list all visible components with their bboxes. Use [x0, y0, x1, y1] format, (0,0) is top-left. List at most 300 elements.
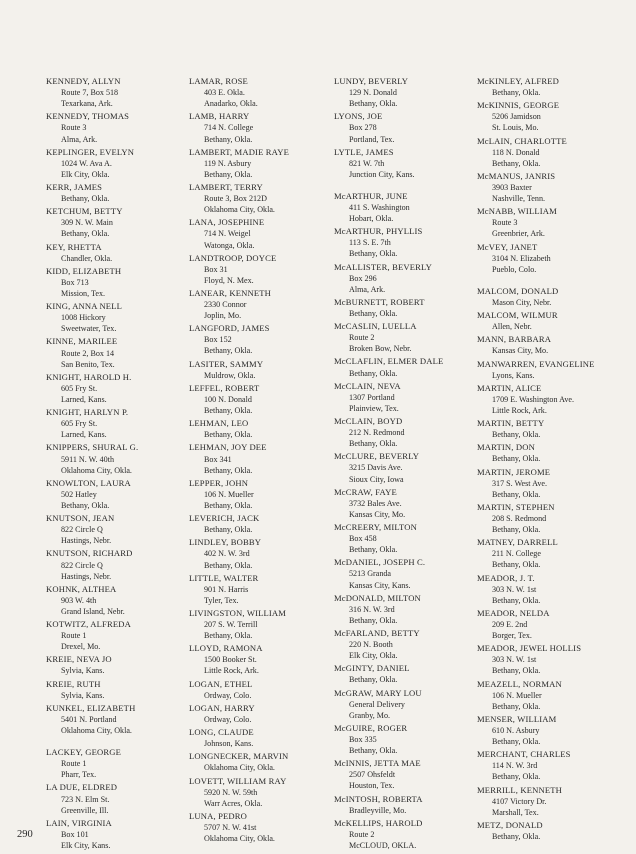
entry-address-line: Bethany, Okla. — [492, 88, 541, 98]
entry-address-line: Ordway, Colo. — [204, 690, 252, 700]
directory-column — [334, 76, 479, 853]
entry-name: KENNEDY, THOMAS — [46, 111, 130, 122]
directory-entry — [46, 818, 191, 851]
directory-entry — [477, 502, 622, 535]
directory-entry — [477, 467, 622, 500]
entry-address-line: 610 N. Asbury — [492, 725, 540, 735]
entry-address-line: Route 3, Box 212D — [204, 194, 267, 204]
entry-address-line: 303 N. W. 1st — [492, 584, 537, 594]
entry-address-line: Bethany, Okla. — [61, 500, 110, 510]
directory-entry — [189, 217, 334, 250]
entry-address-line: Route 7, Box 518 — [61, 88, 119, 98]
entry-address-line: Muldrow, Okla. — [204, 370, 256, 380]
directory-entry — [334, 663, 479, 685]
directory-entry — [46, 782, 191, 815]
entry-address-line: 303 N. W. 1st — [492, 655, 537, 665]
entry-address-line: 1008 Hickory — [61, 313, 106, 323]
entry-address-line: Mission, Tex. — [61, 288, 106, 298]
entry-address-line: 1500 Booker St. — [204, 655, 257, 665]
entry-address-line: 411 S. Washington — [349, 203, 410, 213]
entry-name: LEPPER, JOHN — [189, 477, 249, 488]
directory-entry — [477, 286, 622, 308]
entry-address-line: Little Rock, Ark. — [492, 405, 547, 415]
entry-name: KETCHUM, BETTY — [46, 206, 123, 217]
page-number: 290 — [17, 829, 33, 840]
entry-address-line: Bethany, Okla. — [204, 134, 253, 144]
entry-address-line: 3732 Bales Ave. — [349, 498, 402, 508]
entry-address-line: Alma, Ark. — [61, 134, 98, 144]
entry-address-line: Oklahoma City, Okla. — [204, 763, 275, 773]
entry-name: KUNKEL, ELIZABETH — [46, 702, 136, 713]
entry-address-line: Oklahoma City, Okla. — [204, 205, 275, 215]
entry-name: KERR, JAMES — [46, 181, 103, 192]
entry-address-line: 714 N. College — [204, 123, 254, 133]
directory-entry — [334, 321, 479, 354]
entry-address-line: Bethany, Okla. — [349, 439, 398, 449]
directory-entry — [46, 336, 191, 369]
entry-address-line: 1024 W. Ava A. — [61, 158, 112, 168]
directory-entry — [334, 147, 479, 180]
directory-entry — [189, 643, 334, 676]
directory-entry — [46, 548, 191, 581]
entry-address-line: Bethany, Okla. — [492, 701, 541, 711]
entry-address-line: San Benito, Tex. — [61, 359, 115, 369]
entry-name: KNIGHT, HARLYN P. — [46, 407, 129, 418]
entry-address-line: 119 N. Asbury — [204, 158, 252, 168]
directory-entry — [189, 478, 334, 511]
entry-address-line: Bethany, Okla. — [204, 465, 253, 475]
entry-name: LYONS, JOE — [334, 111, 383, 122]
entry-address-line: Box 458 — [349, 534, 377, 544]
entry-name: MARTIN, ALICE — [477, 382, 542, 393]
directory-entry — [477, 76, 622, 98]
directory-entry — [334, 723, 479, 756]
entry-name: McDONALD, MILTON — [334, 592, 421, 603]
directory-entry — [477, 785, 622, 818]
directory-column — [189, 76, 334, 846]
entry-name: McKINNIS, GEORGE — [477, 100, 560, 111]
directory-entry — [334, 794, 479, 816]
entry-name: McDANIEL, JOSEPH C. — [334, 557, 426, 568]
entry-name: LOGAN, ETHEL — [189, 678, 253, 689]
entry-address-line: 5707 N. W. 41st — [204, 822, 257, 832]
entry-address-line: Bethany, Okla. — [204, 631, 253, 641]
entry-address-line: 118 N. Donald — [492, 147, 540, 157]
directory-entry — [477, 573, 622, 606]
entry-name: KEPLINGER, EVELYN — [46, 146, 135, 157]
entry-address-line: 2330 Connor — [204, 300, 247, 310]
entry-address-line: 714 N. Weigel — [204, 229, 251, 239]
entry-address-line: Grand Island, Nebr. — [61, 606, 125, 616]
directory-entry — [334, 262, 479, 295]
entry-name: McALLISTER, BEVERLY — [334, 261, 432, 272]
entry-address-line: Bethany, Okla. — [349, 545, 398, 555]
directory-column — [477, 76, 622, 844]
entry-address-line: Bethany, Okla. — [349, 746, 398, 756]
entry-name: McVEY, JANET — [477, 241, 538, 252]
entry-address-line: Bethany, Okla. — [492, 666, 541, 676]
entry-address-line: Bethany, Okla. — [492, 772, 541, 782]
entry-address-line: Box 152 — [204, 335, 232, 345]
entry-address-line: Sioux City, Iowa — [349, 474, 404, 484]
entry-name: MATNEY, DARRELL — [477, 537, 558, 548]
directory-entry — [334, 191, 479, 224]
entry-address-line: Bethany, Okla. — [349, 368, 398, 378]
entry-name: MALCOM, DONALD — [477, 285, 559, 296]
entry-name: LEHMAN, JOY DEE — [189, 442, 267, 453]
directory-entry — [46, 206, 191, 239]
entry-address-line: Bethany, Okla. — [492, 454, 541, 464]
entry-name: McCLAFLIN, ELMER DALE — [334, 356, 444, 367]
entry-name: MARTIN, STEPHEN — [477, 501, 555, 512]
entry-address-line: Sweetwater, Tex. — [61, 324, 117, 334]
entry-name: LA DUE, ELDRED — [46, 782, 118, 793]
entry-name: KNUTSON, JEAN — [46, 513, 115, 524]
directory-entry — [46, 513, 191, 546]
directory-entry — [334, 356, 479, 378]
entry-address-line: 100 N. Donald — [204, 394, 252, 404]
directory-entry — [477, 442, 622, 464]
entry-name: MEADOR, NELDA — [477, 607, 550, 618]
entry-name: LLOYD, RAMONA — [189, 643, 263, 654]
directory-entry — [46, 242, 191, 264]
entry-name: LAMBERT, TERRY — [189, 181, 263, 192]
entry-address-line: Box 296 — [349, 273, 377, 283]
directory-entry — [46, 703, 191, 736]
entry-name: MALCOM, WILMUR — [477, 310, 558, 321]
entry-address-line: 903 W. 4th — [61, 595, 97, 605]
entry-address-line: 901 N. Harris — [204, 584, 249, 594]
entry-name: McCRAW, FAYE — [334, 486, 397, 497]
entry-address-line: Box 335 — [349, 735, 377, 744]
entry-address-line: 2507 Ohsfeldt — [349, 770, 396, 780]
entry-name: KIDD, ELIZABETH — [46, 265, 122, 276]
entry-address-line: 5213 Granda — [349, 569, 392, 579]
entry-name: McBURNETT, ROBERT — [334, 296, 425, 307]
entry-address-line: 5920 N. W. 59th — [204, 787, 258, 797]
directory-entry — [477, 136, 622, 169]
entry-address-line: 4107 Victory Dr. — [492, 796, 547, 806]
entry-address-line: Bethany, Okla. — [204, 406, 253, 416]
entry-address-line: Hastings, Nebr. — [61, 536, 112, 546]
entry-address-line: Lyons, Kans. — [492, 370, 535, 380]
entry-name: McARTHUR, PHYLLIS — [334, 226, 423, 237]
directory-entry — [189, 383, 334, 416]
directory-entry — [477, 608, 622, 641]
entry-address-line: 605 Fry St. — [61, 419, 98, 429]
directory-entry — [334, 451, 479, 484]
entry-address-line: Oklahoma City, Okla. — [61, 726, 132, 736]
entry-name: McNABB, WILLIAM — [477, 206, 557, 217]
directory-entry — [189, 573, 334, 606]
entry-address-line: Drexel, Mo. — [61, 642, 101, 652]
entry-name: McCREERY, MILTON — [334, 522, 417, 533]
entry-address-line: Bethany, Okla. — [61, 229, 110, 239]
directory-entry — [477, 418, 622, 440]
directory-entry — [334, 758, 479, 791]
entry-address-line: 605 Fry St. — [61, 383, 98, 393]
directory-column — [46, 76, 191, 853]
entry-name: KNUTSON, RICHARD — [46, 548, 133, 559]
entry-address-line: Bethany, Okla. — [204, 430, 253, 440]
entry-address-line: Joplin, Mo. — [204, 311, 242, 321]
directory-entry — [334, 76, 479, 109]
entry-address-line: Elk City, Okla. — [61, 169, 110, 179]
entry-address-line: Junction City, Kans. — [349, 169, 415, 179]
entry-address-line: 822 Circle Q — [61, 560, 103, 570]
entry-address-line: Broken Bow, Nebr. — [349, 344, 412, 354]
directory-entry — [46, 147, 191, 180]
entry-name: McLAIN, CHARLOTTE — [477, 135, 567, 146]
directory-entry — [189, 418, 334, 440]
entry-name: McFARLAND, BETTY — [334, 628, 420, 639]
entry-name: LIVINGSTON, WILLIAM — [189, 607, 287, 618]
entry-name: KOTWITZ, ALFREDA — [46, 619, 131, 630]
entry-address-line: 209 E. 2nd — [492, 619, 528, 629]
directory-entry — [46, 584, 191, 617]
entry-address-line: Bethany, Okla. — [204, 525, 253, 535]
entry-address-line: Portland, Tex. — [349, 134, 395, 144]
entry-address-line: Bradleyville, Mo. — [349, 805, 407, 815]
entry-address-line: McCLOUD, OKLA. — [349, 840, 417, 850]
directory-entry — [477, 537, 622, 570]
entry-name: LUNDY, BEVERLY — [334, 76, 409, 86]
directory-entry — [477, 643, 622, 676]
entry-address-line: Bethany, Okla. — [492, 831, 541, 841]
entry-name: KNOWLTON, LAURA — [46, 477, 131, 488]
entry-address-line: Bethany, Okla. — [492, 560, 541, 570]
entry-address-line: Elk City, Okla. — [349, 651, 398, 661]
entry-address-line: Borger, Tex. — [492, 631, 532, 641]
entry-address-line: 211 N. College — [492, 549, 541, 559]
directory-entry — [189, 442, 334, 475]
entry-name: McINTOSH, ROBERTA — [334, 793, 423, 804]
entry-address-line: Greenbrier, Ark. — [492, 229, 545, 239]
entry-address-line: Route 1 — [61, 759, 87, 769]
entry-name: LACKEY, GEORGE — [46, 747, 121, 758]
directory-entry — [189, 253, 334, 286]
directory-entry — [477, 334, 622, 356]
entry-address-line: 402 N. W. 3rd — [204, 549, 250, 559]
entry-address-line: Route 2 — [349, 333, 375, 343]
entry-name: KING, ANNA NELL — [46, 301, 123, 312]
entry-address-line: Bethany, Okla. — [349, 615, 398, 625]
entry-name: MANWARREN, EVANGELINE — [477, 358, 595, 369]
entry-name: MEADOR, JEWEL HOLLIS — [477, 643, 582, 654]
directory-entry — [334, 297, 479, 319]
directory-entry — [477, 242, 622, 275]
entry-address-line: 3903 Baxter — [492, 182, 532, 192]
entry-name: LITTLE, WALTER — [189, 572, 259, 583]
entry-name: LEFFEL, ROBERT — [189, 382, 260, 393]
entry-name: KNIPPERS, SHURAL G. — [46, 442, 139, 453]
entry-name: LEHMAN, LEO — [189, 418, 249, 429]
entry-address-line: General Delivery — [349, 699, 405, 709]
directory-entry — [477, 749, 622, 782]
entry-address-line: Chandler, Okla. — [61, 253, 113, 263]
entry-address-line: 1307 Portland — [349, 392, 395, 402]
entry-address-line: 502 Hatley — [61, 489, 97, 499]
entry-address-line: Bethany, Okla. — [349, 249, 398, 259]
entry-address-line: 1709 E. Washington Ave. — [492, 394, 575, 404]
directory-entry — [189, 359, 334, 381]
entry-name: KEY, RHETTA — [46, 241, 102, 252]
entry-address-line: 207 S. W. Terrill — [204, 620, 258, 630]
entry-address-line: Texarkana, Ark. — [61, 99, 113, 109]
entry-address-line: Bethany, Okla. — [492, 595, 541, 605]
entry-address-line: Kansas City, Kans. — [349, 580, 411, 590]
entry-name: LAIN, VIRGINIA — [46, 817, 112, 828]
entry-address-line: Bethany, Okla. — [492, 737, 541, 747]
entry-address-line: Greenville, Ill. — [61, 805, 109, 815]
directory-entry — [189, 776, 334, 809]
directory-entry — [189, 147, 334, 180]
directory-entry — [46, 111, 191, 144]
entry-name: MARTIN, DON — [477, 442, 535, 453]
entry-address-line: Box 101 — [61, 829, 89, 839]
directory-entry — [46, 442, 191, 475]
directory-entry — [477, 359, 622, 381]
entry-name: MERCHANT, CHARLES — [477, 749, 571, 760]
directory-entry — [46, 266, 191, 299]
entry-name: McGRAW, MARY LOU — [334, 687, 422, 698]
entry-address-line: 822 Circle Q — [61, 525, 103, 535]
directory-entry — [334, 487, 479, 520]
entry-address-line: Box 713 — [61, 277, 89, 287]
entry-address-line: Tyler, Tex. — [204, 595, 239, 605]
entry-address-line: Route 1 — [61, 631, 87, 641]
entry-address-line: 723 N. Elm St. — [61, 794, 110, 804]
entry-name: McKELLIPS, HAROLD — [334, 817, 423, 828]
entry-name: LASITER, SAMMY — [189, 358, 264, 369]
entry-name: MARTIN, BETTY — [477, 418, 545, 429]
entry-address-line: Bethany, Okla. — [204, 500, 253, 510]
directory-entry — [46, 619, 191, 652]
directory-entry — [189, 288, 334, 321]
entry-address-line: 403 E. Okla. — [204, 88, 245, 98]
directory-entry — [189, 751, 334, 773]
entry-address-line: Allen, Nebr. — [492, 322, 532, 332]
directory-entry — [477, 310, 622, 332]
directory-entry — [189, 182, 334, 215]
directory-entry — [46, 747, 191, 780]
entry-address-line: 5401 N. Portland — [61, 714, 117, 724]
entry-name: LAMBERT, MADIE RAYE — [189, 146, 289, 157]
entry-address-line: Plainview, Tex. — [349, 403, 399, 413]
entry-address-line: 220 N. Booth — [349, 640, 393, 650]
entry-address-line: Ordway, Colo. — [204, 714, 252, 724]
entry-address-line: Anadarko, Okla. — [204, 99, 258, 109]
entry-address-line: 106 N. Mueller — [492, 690, 542, 700]
entry-name: LAMAR, ROSE — [189, 76, 248, 86]
directory-entry — [189, 703, 334, 725]
entry-address-line: Bethany, Okla. — [61, 194, 110, 204]
entry-address-line: Elk City, Kans. — [61, 840, 111, 850]
entry-address-line: Route 2, Box 14 — [61, 348, 115, 358]
entry-address-line: 113 S. E. 7th — [349, 238, 391, 248]
entry-address-line: Larned, Kans. — [61, 430, 107, 440]
entry-address-line: Warr Acres, Okla. — [204, 798, 263, 808]
directory-entry — [334, 818, 479, 851]
entry-address-line: Box 31 — [204, 264, 228, 274]
entry-address-line: Granby, Mo. — [349, 710, 391, 720]
entry-address-line: Marshall, Tex. — [492, 807, 539, 817]
entry-address-line: Kansas City, Mo. — [492, 346, 549, 356]
entry-address-line: 5911 N. W. 40th — [61, 454, 114, 464]
directory-entry — [334, 416, 479, 449]
entry-name: LEVERICH, JACK — [189, 513, 260, 524]
entry-address-line: 309 N. W. Main — [61, 218, 113, 228]
directory-entry — [46, 478, 191, 511]
entry-name: LANDTROOP, DOYCE — [189, 252, 277, 263]
entry-address-line: St. Louis, Mo. — [492, 123, 539, 133]
entry-address-line: Sylvia, Kans. — [61, 666, 105, 676]
entry-name: LUNA, PEDRO — [189, 810, 247, 821]
directory-entry — [46, 182, 191, 204]
directory-entry — [189, 811, 334, 844]
entry-name: MEAZELL, NORMAN — [477, 678, 562, 689]
entry-name: McCLAIN, NEVA — [334, 380, 401, 391]
entry-address-line: Route 2 — [349, 829, 375, 839]
directory-entry — [477, 206, 622, 239]
entry-address-line: Kansas City, Mo. — [349, 509, 406, 519]
entry-address-line: Bethany, Okla. — [204, 560, 253, 570]
directory-entry — [46, 654, 191, 676]
entry-address-line: Bethany, Okla. — [349, 99, 398, 109]
entry-name: KOHNK, ALTHEA — [46, 583, 117, 594]
entry-address-line: 5206 Jamidson — [492, 112, 541, 122]
entry-address-line: 208 S. Redmond — [492, 513, 547, 523]
entry-address-line: Bethany, Okla. — [492, 430, 541, 440]
directory-entry — [334, 111, 479, 144]
directory-entry — [477, 383, 622, 416]
entry-name: MARTIN, JEROME — [477, 466, 551, 477]
entry-name: LANEAR, KENNETH — [189, 287, 271, 298]
entry-name: MANN, BARBARA — [477, 334, 552, 345]
directory-entry — [189, 323, 334, 356]
entry-address-line: 3215 Davis Ave. — [349, 463, 403, 473]
directory-entry — [477, 171, 622, 204]
entry-address-line: Hastings, Nebr. — [61, 571, 112, 581]
entry-address-line: 316 N. W. 3rd — [349, 604, 395, 614]
entry-name: KREIE, RUTH — [46, 678, 101, 689]
entry-name: KREIE, NEVA JO — [46, 654, 112, 665]
entry-address-line: Route 3 — [492, 218, 518, 228]
entry-name: LAMB, HARRY — [189, 111, 250, 122]
directory-entry — [334, 381, 479, 414]
entry-address-line: Bethany, Okla. — [492, 525, 541, 535]
entry-name: LONG, CLAUDE — [189, 727, 254, 738]
directory-entry — [477, 679, 622, 712]
directory-entry — [334, 522, 479, 555]
entry-name: McARTHUR, JUNE — [334, 190, 408, 201]
directory-entry — [46, 407, 191, 440]
entry-address-line: Pueblo, Colo. — [492, 264, 537, 274]
entry-address-line: Bethany, Okla. — [349, 675, 398, 685]
entry-address-line: 317 S. West Ave. — [492, 478, 548, 488]
entry-name: McCLURE, BEVERLY — [334, 451, 420, 462]
directory-entry — [334, 593, 479, 626]
directory-entry — [189, 537, 334, 570]
entry-address-line: Nashville, Tenn. — [492, 194, 546, 204]
entry-address-line: Hobart, Okla. — [349, 214, 394, 224]
entry-name: LANGFORD, JAMES — [189, 323, 270, 334]
entry-name: LOGAN, HARRY — [189, 702, 255, 713]
directory-entry — [334, 557, 479, 590]
entry-address-line: Route 3 — [61, 123, 87, 133]
entry-address-line: 3104 N. Elizabeth — [492, 253, 551, 263]
entry-name: McINNIS, JETTA MAE — [334, 758, 421, 769]
